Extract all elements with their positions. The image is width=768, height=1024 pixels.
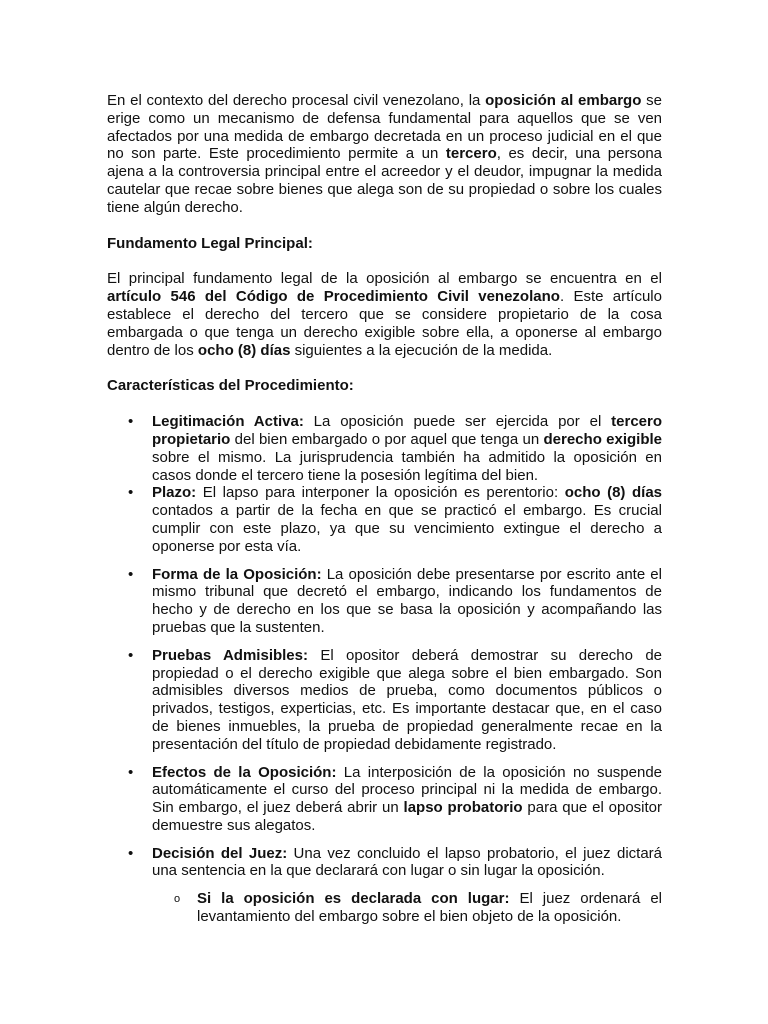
- intro-bold-1: oposición al embargo: [485, 92, 642, 109]
- efectos-bold-1: lapso probatorio: [403, 799, 523, 817]
- forma-text-1: La oposición debe presentarse por escrito ante el mismo tribunal que decretó el embargo, indicando los fundamentos de hecho y de derecho en los que se basa la oposición y acompañando las pruebas que la sustenten.: [152, 565, 662, 636]
- legitimacion-text-3: sobre el mismo. La jurisprudencia también ha admitido la oposición en casos donde el tercero tiene la posesión legítima del bien.: [152, 448, 662, 484]
- list-item-plazo: [107, 484, 662, 555]
- legitimacion-bold-2: derecho exigible: [543, 430, 662, 448]
- intro-text-1: En el contexto del derecho procesal civil venezolano, la: [107, 92, 486, 109]
- decision-text-1: Una vez concluido el lapso probatorio, el juez dictará una sentencia en la que declarará con lugar o sin lugar la oposición.: [152, 844, 662, 880]
- decision-sublist: [152, 890, 662, 926]
- efectos-label: Efectos de la Oposición:: [152, 763, 337, 781]
- plazo-label: Plazo:: [152, 484, 197, 502]
- legitimacion-label: Legitimación Activa:: [152, 413, 304, 431]
- pruebas-label: Pruebas Admisibles:: [152, 646, 308, 664]
- list-item-legitimacion: [107, 413, 662, 484]
- sublist-item-con-lugar: [152, 890, 662, 926]
- legitimacion-bold-1: tercero propietario: [152, 413, 662, 448]
- fundamento-bold-1: artículo 546 del Código de Procedimiento Civil venezolano: [107, 288, 560, 306]
- efectos-text-2: para que el opositor demuestre sus alegatos.: [152, 799, 662, 834]
- con-lugar-text-1: El juez ordenará el levantamiento del embargo sobre el bien objeto de la oposición.: [197, 890, 662, 926]
- intro-text-3: , es decir, una persona ajena a la controversia principal entre el acreedor y el deudor, impugnar la medida cautelar que recae sobre bienes que alega son de su propiedad o sobre los cuales tiene algún derecho.: [107, 145, 663, 216]
- fundamento-text-2: . Este artículo establece el derecho del tercero que se considere propietario de la cosa embargada o que tenga un derecho exigible sobre ella, a oponerse al embargo dentro de los: [107, 288, 662, 359]
- intro-paragraph: [107, 92, 662, 217]
- plazo-bold-1: ocho (8) días: [564, 484, 663, 502]
- forma-label: Forma de la Oposición:: [152, 565, 322, 583]
- heading-fundamento: Fundamento Legal Principal:: [107, 234, 313, 252]
- efectos-text-1: La interposición de la oposición no suspende automáticamente el curso del proceso principal ni la medida de embargo. Sin embargo, el juez deberá abrir un: [152, 763, 662, 817]
- list-item-efectos: [107, 764, 662, 835]
- legitimacion-text-1: La oposición puede ser ejercida por el: [303, 413, 612, 431]
- fundamento-text-3: siguientes a la ejecución de la medida.: [290, 341, 553, 359]
- list-item-pruebas: [107, 647, 662, 754]
- fundamento-text-1: El principal fundamento legal de la oposición al embargo se encuentra en el: [107, 270, 662, 288]
- caracteristicas-list: [107, 413, 662, 926]
- intro-bold-2: tercero: [445, 145, 497, 163]
- con-lugar-label: Si la oposición es declarada con lugar:: [197, 890, 510, 908]
- decision-label: Decisión del Juez:: [152, 844, 288, 862]
- fundamento-paragraph: [107, 270, 662, 359]
- fundamento-bold-2: ocho (8) días: [197, 341, 291, 359]
- plazo-text-2: contados a partir de la fecha en que se practicó el embargo. Es crucial cumplir con este plazo, ya que su vencimiento extingue el derecho a oponerse por esta vía.: [152, 502, 662, 555]
- heading-caracteristicas: Características del Procedimiento:: [107, 377, 354, 395]
- pruebas-text-1: El opositor deberá demostrar su derecho de propiedad o el derecho exigible que alega sobre el bien embargado. Son admisibles diversos medios de prueba, como documentos públicos o privados, testigos, experticias, etc. Es importante destacar que, en el caso de bienes inmuebles, la prueba de propiedad generalmente recae en la presentación del título de propiedad debidamente registrado.: [152, 646, 662, 753]
- plazo-text-1: El lapso para interponer la oposición es perentorio:: [196, 484, 565, 502]
- legitimacion-text-2: del bien embargado o por aquel que tenga un: [230, 430, 544, 448]
- intro-text-2: se erige como un mecanismo de defensa fundamental para aquellos que se ven afectados por una medida de embargo decretada en un proceso judicial en el que no son parte. Este procedimiento permite a un: [107, 92, 662, 163]
- list-item-decision: [107, 845, 662, 926]
- list-item-forma: [107, 566, 662, 637]
